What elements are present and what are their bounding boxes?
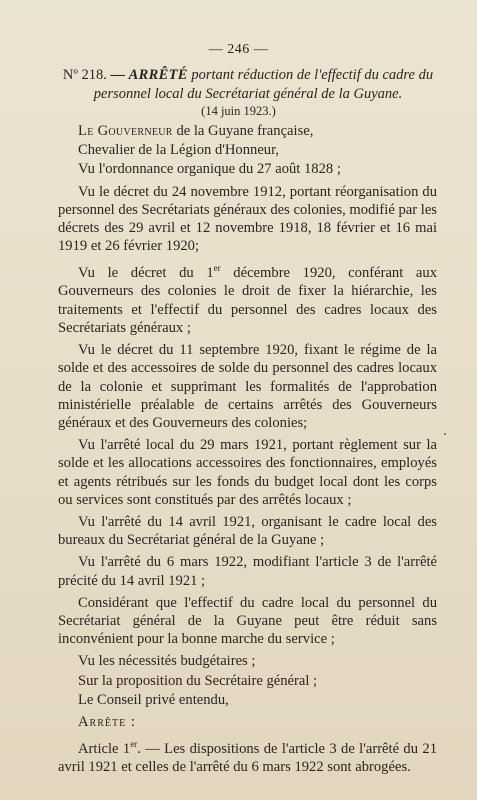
decret-dec-1920-sup: er — [213, 263, 221, 274]
article-prefix: Article 1 — [78, 741, 131, 758]
arrete-description: portant réduction de l'effectif du cadre du personnel local du Secrétariat général de la Guyane. — [93, 67, 434, 102]
paragraph-gouverneur — [58, 122, 437, 140]
page-number: — 246 — — [208, 42, 269, 57]
paragraph-chevalier: Chevalier de la Légion d'Honneur, — [78, 142, 280, 159]
arrete-date: (14 juin 1923.) — [201, 104, 276, 118]
arrete-heading — [58, 66, 438, 104]
arrete-number: Nº 218. — [62, 67, 107, 83]
document-body — [58, 122, 437, 780]
article-rest: . — Les dispositions de l'article 3 de l'arrêté du 21 avril 1921 et celles de l'arrêté du 6 mars 1922 sont abrogées. — [58, 741, 437, 776]
article-sup: er — [130, 739, 138, 750]
gouverneur-label: Le Gouverneur — [78, 123, 173, 139]
paragraph-vu-decret-dec-1920 — [58, 259, 437, 337]
ink-speck — [444, 433, 446, 435]
paragraph-conseil: Le Conseil privé entendu, — [78, 691, 229, 708]
paragraph-vu-arrete-mars-1922: Vu l'arrêté du 6 mars 1922, modifiant l'article 3 de l'arrêté précité du 14 avril 1921 ; — [58, 554, 437, 589]
paragraph-vu-ordonnance: Vu l'ordonnance organique du 27 août 1828 ; — [78, 161, 341, 178]
paragraph-vu-arrete-avril-1921: Vu l'arrêté du 14 avril 1921, organisant le cadre local des bureaux du Secrétariat général de la Guyane ; — [58, 513, 437, 549]
paragraph-vu-necessites: Vu les nécessités budgétaires ; — [78, 653, 256, 670]
paragraph-considerant: Considérant que l'effectif du cadre local du personnel du Secrétariat général de la Guyane peut être réduit sans inconvénient pour la bonne marche du service ; — [58, 594, 437, 648]
arrete-label: Arrête : — [78, 713, 136, 730]
paragraph-vu-decret-1912: Vu le décret du 24 novembre 1912, portant réorganisation du personnel des Secrétariats généraux des colonies, modifié par les décrets des 29 avril et 12 novembre 1918, 18 février et 16 mai 1919 et 26 février 1920; — [58, 183, 437, 255]
paragraph-article-1 — [58, 735, 437, 776]
gouverneur-text: de la Guyane française, — [176, 123, 314, 139]
decret-dec-1920-rest: décembre 1920, conférant aux Gouverneurs des colonies le droit de fixer la hiérarchie, les traitements et l'effectif du personnel des cadres locaux des Secrétariats généraux ; — [58, 265, 437, 336]
arrete-title: — ARRÊTÉ — [110, 67, 188, 83]
paragraph-vu-decret-sept-1920: Vu le décret du 11 septembre 1920, fixant le régime de la solde et des accessoires de solde du personnel des cadres locaux de la colonie et supprimant les formalités de l'approbation ministérielle préalable de certains arrêtés des Gouverneurs généraux et des Gouverneurs des colonies; — [58, 342, 437, 431]
decret-dec-1920-prefix: Vu le décret du 1 — [78, 265, 214, 282]
paragraph-vu-arrete-mars-1921: Vu l'arrêté local du 29 mars 1921, portant règlement sur la solde et les allocations accessoires des fonctionnaires, employés et agents rétribués sur les fonds du budget local dont les corps ou services sont constitués par des arrêtés locaux ; — [58, 437, 437, 508]
paragraph-proposition: Sur la proposition du Secrétaire général ; — [78, 672, 318, 689]
